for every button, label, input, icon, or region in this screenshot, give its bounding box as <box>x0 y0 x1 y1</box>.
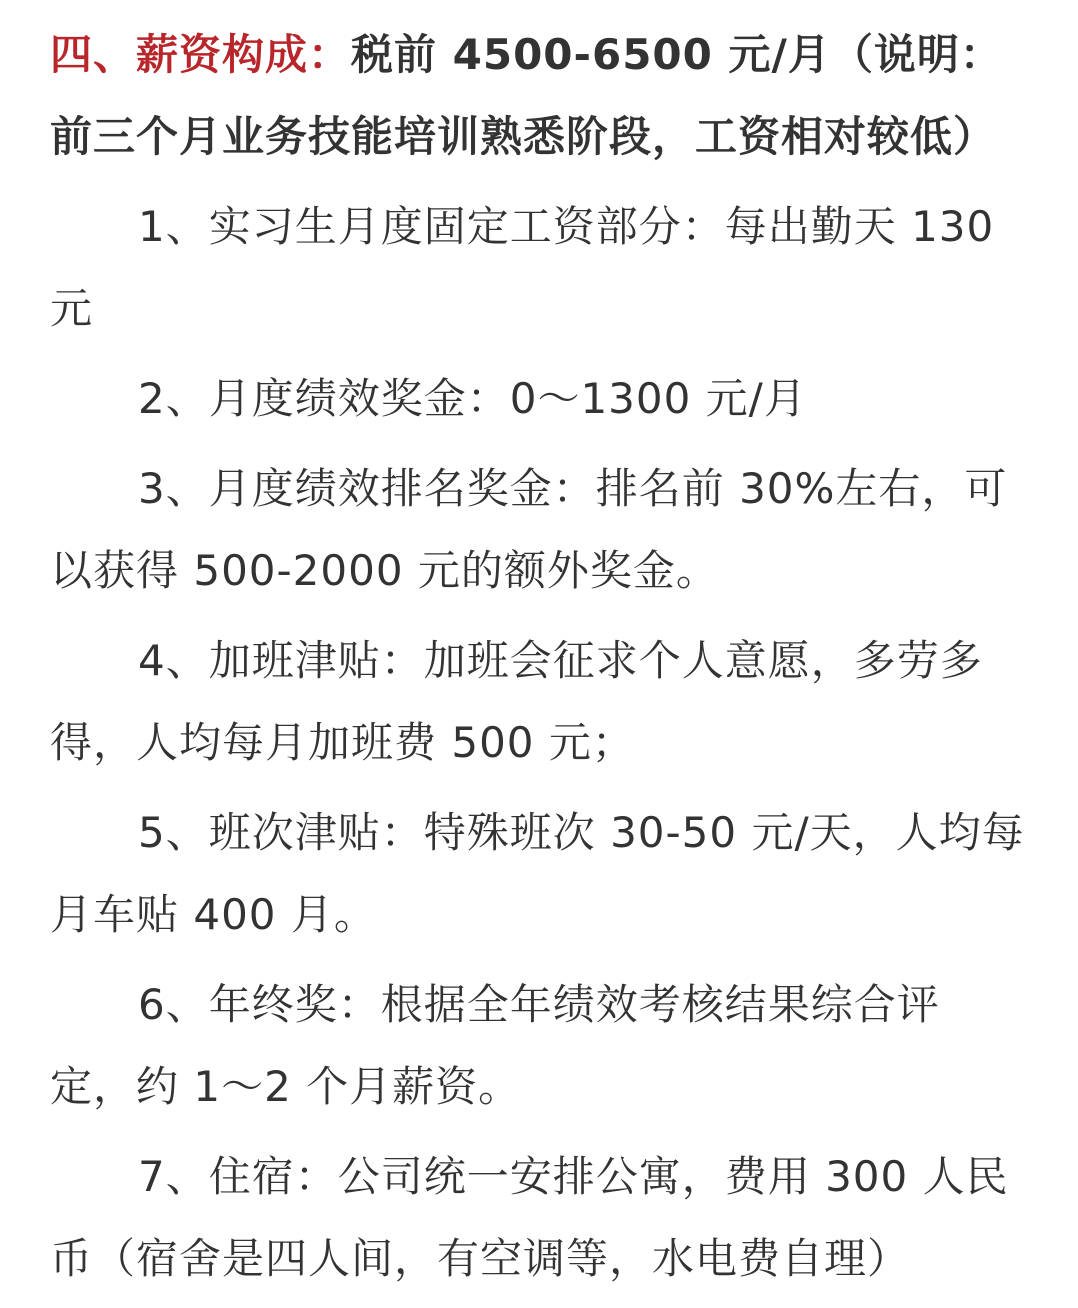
section-heading <box>50 14 1025 178</box>
section-heading-text: 税前 4500-6500 元/月（说明：前三个月业务技能培训熟悉阶段，工资相对较低） <box>50 30 1003 161</box>
salary-item-7: 7、住宿：公司统一安排公寓，费用 300 人民币（宿舍是四人间，有空调等，水电费自理） <box>50 1152 1009 1283</box>
salary-item-1: 1、实习生月度固定工资部分：每出勤天 130 元 <box>50 202 995 333</box>
salary-item-6: 6、年终奖：根据全年绩效考核结果综合评定，约 1～2 个月薪资。 <box>50 980 940 1111</box>
salary-item-5: 5、班次津贴：特殊班次 30-50 元/天，人均每月车贴 400 月。 <box>50 808 1025 939</box>
salary-item-2: 2、月度绩效奖金：0～1300 元/月 <box>138 374 807 423</box>
document-body <box>50 14 1025 1308</box>
salary-item-4: 4、加班津贴：加班会征求个人意愿，多劳多得，人均每月加班费 500 元； <box>50 636 983 767</box>
section-heading-label: 四、薪资构成： <box>50 30 352 79</box>
salary-item-3: 3、月度绩效排名奖金：排名前 30%左右，可以获得 500-2000 元的额外奖金。 <box>50 464 1008 595</box>
